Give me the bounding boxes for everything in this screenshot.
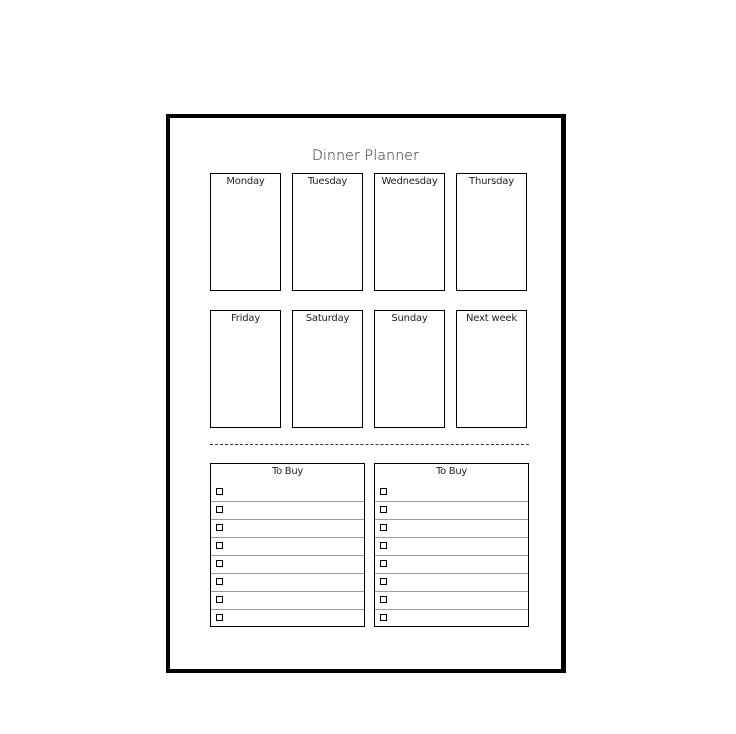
day-label: Monday [226, 176, 265, 187]
day-label: Friday [230, 313, 261, 324]
list-item [375, 556, 528, 574]
checkbox[interactable] [380, 578, 387, 585]
list-item [211, 502, 364, 520]
day-label: Tuesday [307, 176, 348, 187]
checkbox[interactable] [380, 524, 387, 531]
list-item [211, 610, 364, 628]
checkbox[interactable] [216, 488, 223, 495]
day-label: Sunday [391, 313, 428, 324]
checkbox[interactable] [216, 596, 223, 603]
to-buy-label: To Buy [271, 466, 304, 477]
list-item [375, 520, 528, 538]
day-box-next-week [456, 310, 527, 428]
dashed-divider [210, 444, 529, 445]
checkbox[interactable] [380, 614, 387, 621]
list-item [375, 610, 528, 628]
day-label: Wednesday [381, 176, 438, 187]
day-label: Next week [466, 313, 517, 324]
list-item [375, 592, 528, 610]
checkbox[interactable] [216, 542, 223, 549]
checkbox[interactable] [380, 560, 387, 567]
checkbox[interactable] [216, 578, 223, 585]
checkbox[interactable] [380, 542, 387, 549]
list-item [211, 574, 364, 592]
to-buy-items [375, 484, 528, 628]
to-buy-list-right [374, 463, 529, 627]
day-box-tuesday [292, 173, 363, 291]
checkbox[interactable] [380, 596, 387, 603]
to-buy-items [211, 484, 364, 628]
planner-sheet [166, 114, 566, 673]
list-item [211, 592, 364, 610]
day-box-sunday [374, 310, 445, 428]
day-box-saturday [292, 310, 363, 428]
day-box-monday [210, 173, 281, 291]
day-box-wednesday [374, 173, 445, 291]
page-title: Dinner Planner [311, 148, 420, 164]
list-item [211, 484, 364, 502]
checkbox[interactable] [216, 614, 223, 621]
list-item [375, 574, 528, 592]
checkbox[interactable] [216, 524, 223, 531]
checkbox[interactable] [216, 506, 223, 513]
list-item [375, 484, 528, 502]
day-label: Thursday [469, 176, 514, 187]
list-item [375, 502, 528, 520]
list-item [211, 556, 364, 574]
day-label: Saturday [305, 313, 350, 324]
day-box-friday [210, 310, 281, 428]
checkbox[interactable] [380, 488, 387, 495]
list-item [375, 538, 528, 556]
to-buy-label: To Buy [435, 466, 468, 477]
day-box-thursday [456, 173, 527, 291]
checkbox[interactable] [380, 506, 387, 513]
list-item [211, 538, 364, 556]
checkbox[interactable] [216, 560, 223, 567]
to-buy-list-left [210, 463, 365, 627]
list-item [211, 520, 364, 538]
